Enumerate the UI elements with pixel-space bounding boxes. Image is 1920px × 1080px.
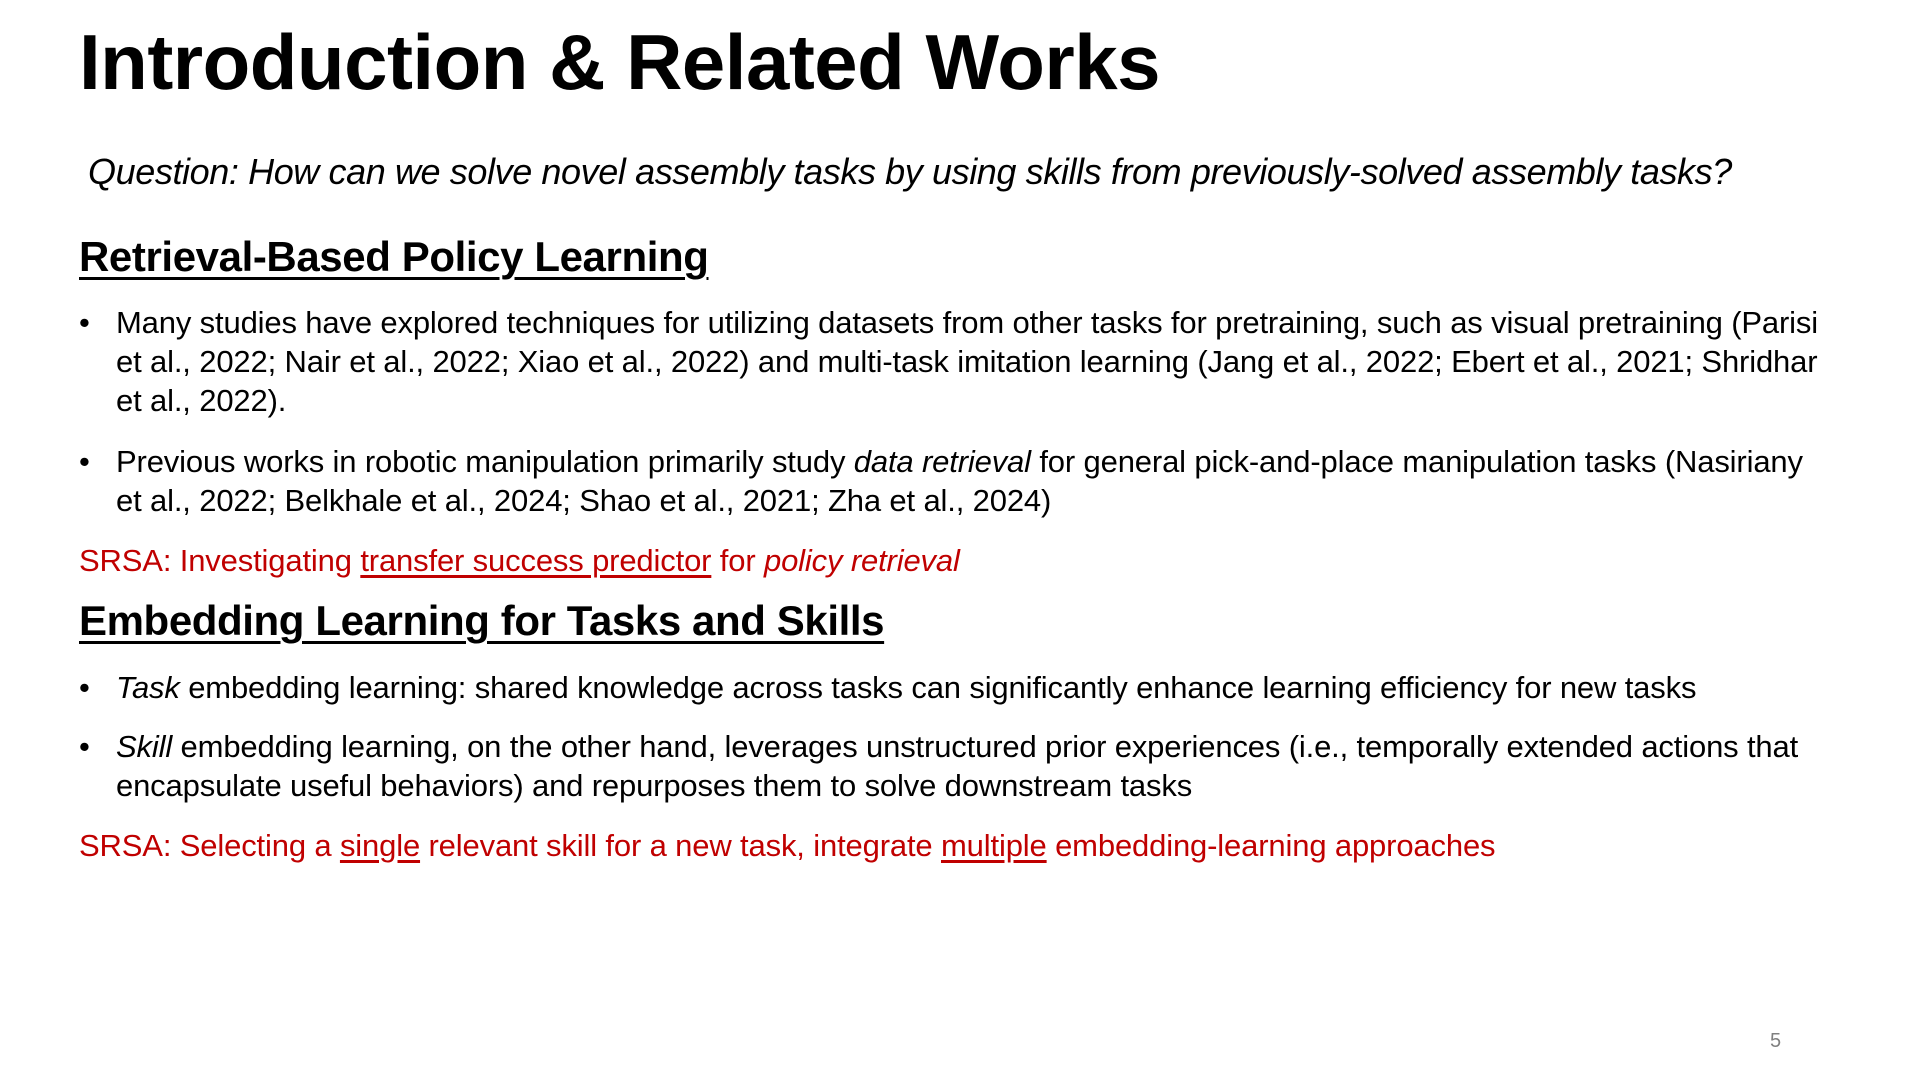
- bullet-text: [116, 727, 1819, 805]
- srsa-middle: for: [711, 543, 764, 578]
- bullet-text-before: Previous works in robotic manipulation primarily study: [116, 444, 854, 479]
- bullet-task-embedding: [79, 668, 1819, 707]
- srsa-prefix: SRSA: Investigating: [79, 543, 361, 578]
- srsa-italic: policy retrieval: [764, 543, 960, 578]
- srsa-underlined: transfer success predictor: [360, 543, 712, 578]
- bullet-text: [116, 442, 1819, 520]
- bullet-data-retrieval: [79, 442, 1819, 520]
- section-heading-embedding: Embedding Learning for Tasks and Skills: [79, 597, 885, 644]
- srsa-underlined-single: single: [339, 828, 421, 863]
- srsa-note-retrieval: [79, 541, 960, 580]
- bullet-marker: •: [79, 670, 90, 705]
- bullet-skill-embedding: [79, 727, 1819, 805]
- bullet-text-rest: embedding learning, on the other hand, leverages unstructured prior experiences (i.e., temporally extended actions that encapsulate useful behaviors) and repurposes them to solve downstream tasks: [116, 729, 1799, 803]
- page-number: 5: [1770, 1030, 1782, 1052]
- emphasis-skill: Skill: [116, 729, 173, 764]
- bullet-marker: •: [79, 444, 90, 479]
- emphasis-data-retrieval: data retrieval: [853, 444, 1031, 479]
- bullet-pretraining: [79, 303, 1819, 420]
- srsa-middle: relevant skill for a new task, integrate: [420, 828, 941, 863]
- srsa-underlined-multiple: multiple: [941, 828, 1047, 863]
- srsa-prefix: SRSA: Selecting a: [79, 828, 340, 863]
- section-heading-retrieval: Retrieval-Based Policy Learning: [79, 233, 709, 280]
- bullet-marker: •: [79, 305, 90, 340]
- emphasis-task: Task: [116, 670, 180, 705]
- bullet-marker: •: [79, 729, 90, 764]
- bullet-text: Many studies have explored techniques for utilizing datasets from other tasks for pretraining, such as visual pretraining (Parisi et al., 2022; Nair et al., 2022; Xiao et al., 2022) and multi-task imitation learning (Jang et al., 2022; Ebert et al., 2021; Shridhar et al., 2022).: [116, 305, 1818, 418]
- bullet-text: [116, 668, 1819, 707]
- bullet-text-rest: embedding learning: shared knowledge across tasks can significantly enhance learning efficiency for new tasks: [179, 670, 1697, 705]
- slide-title: Introduction & Related Works: [79, 18, 1160, 106]
- research-question: Question: How can we solve novel assembly tasks by using skills from previously-solved assembly tasks?: [88, 151, 1732, 192]
- srsa-note-embedding: [79, 826, 1495, 865]
- bullet-text-after: for general pick-and-place manipulation tasks (Nasiriany et al., 2022; Belkhale et al., 2024; Shao et al., 2021; Zha et al., 2024): [116, 444, 1803, 518]
- srsa-suffix: embedding-learning approaches: [1046, 828, 1496, 863]
